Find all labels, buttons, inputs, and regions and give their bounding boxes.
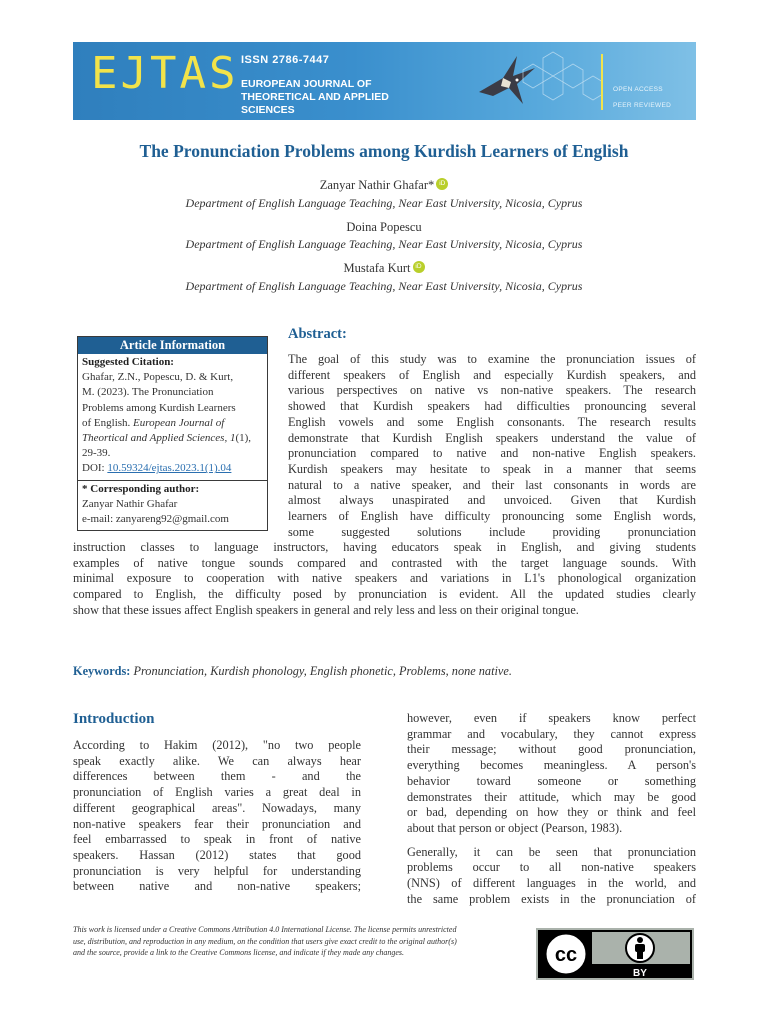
abstract-line: show that these issues affect English speakers in general and rely less and less on their original tongue. <box>73 602 579 617</box>
abstract-line: English vowels and some English consonants. The research results <box>288 414 696 429</box>
doi-link[interactable]: 10.59324/ejtas.2023.1(1).04 <box>107 462 232 475</box>
introduction-heading: Introduction <box>73 711 155 727</box>
abstract-full-width <box>73 540 696 619</box>
author-2 <box>0 220 768 235</box>
journal-name-line1: EUROPEAN JOURNAL OF <box>241 78 372 90</box>
abstract-line: learners of English have difficulty pronouncing some English words, <box>288 509 696 524</box>
license-line: use, distribution, and reproduction in any medium, on the condition that users give exact credit to the original author(s) <box>73 936 457 946</box>
intro-line: speak exactly alike. We can always hear <box>73 753 361 768</box>
intro-line: speakers. Hassan (2012) states that good <box>73 847 361 862</box>
orcid-icon[interactable]: iD <box>413 261 425 273</box>
author-2-name: Doina Popescu <box>346 220 422 234</box>
license-notice <box>73 924 528 959</box>
author-3-name: Mustafa Kurt <box>343 261 411 275</box>
intro-line: everything becomes meaningless. A person's <box>407 758 696 773</box>
by-text: BY <box>633 968 647 979</box>
citation-line: Ghafar, Z.N., Popescu, D. & Kurt, <box>82 371 234 384</box>
journal-name-line2: THEORETICAL AND APPLIED SCIENCES <box>241 91 389 116</box>
intro-line: pronunciation is very helpful for understanding <box>73 863 361 878</box>
abstract-line: some suggested solutions include providing pronunciation <box>288 524 696 539</box>
intro-right-column <box>407 711 696 907</box>
abstract-line: different speakers of English and especially Kurdish speakers, and <box>288 367 696 382</box>
citation-line: Problems among Kurdish Learners <box>82 401 236 414</box>
author-3 <box>0 261 768 276</box>
abstract-line: showed that Kurdish speakers had difficulties pronouncing several <box>288 399 696 414</box>
abstract-column <box>288 352 696 540</box>
intro-line: According to Hakim (2012), "no two people <box>73 738 361 752</box>
corresponding-label: * Corresponding author: <box>82 482 200 495</box>
intro-line: or bad, depending on how they or think and feel <box>407 805 696 820</box>
abstract-line: instruction classes to language instructors, having educators speak in English, and giving students <box>73 540 696 554</box>
author-3-affiliation: Department of English Language Teaching, Near East University, Nicosia, Cyprus <box>185 279 583 293</box>
article-info-box <box>77 336 268 531</box>
intro-line: their message; without good pronunciation, <box>407 742 696 757</box>
abstract-line: almost always unaspirated and unvoiced. Given that Kurdish <box>288 493 696 508</box>
intro-line: different geographical areas". Nowadays, many <box>73 800 361 815</box>
journal-banner <box>73 42 696 120</box>
journal-logo: EJTAS <box>91 48 239 99</box>
journal-name <box>241 78 431 117</box>
citation-line: M. (2023). The Pronunciation <box>82 386 214 399</box>
intro-line: between native and non-native speakers; <box>73 879 361 894</box>
corresponding-email: e-mail: zanyareng92@gmail.com <box>82 513 229 526</box>
corresponding-section <box>78 480 267 531</box>
abstract-line: minimal exposure to cooperation with native speakers and variations in L1's phonological organization <box>73 571 696 586</box>
abstract-line: natural to a native speaker, and their last consonants in words are <box>288 477 696 492</box>
intro-line: however, even if speakers know perfect <box>407 711 696 725</box>
intro-line: the same problem exists in the pronunciation of <box>407 891 696 906</box>
abstract-line: various perspectives on native vs non-native speakers. The research <box>288 383 696 398</box>
abstract-line: pronunciation compared to native and non-native English speakers. <box>288 446 696 461</box>
issn-label: ISSN 2786-7447 <box>241 54 330 66</box>
author-1-affiliation: Department of English Language Teaching, Near East University, Nicosia, Cyprus <box>185 196 583 210</box>
keywords-label: Keywords: <box>73 664 131 678</box>
molecule-pattern-icon <box>513 48 603 118</box>
intro-line: feel embarrassed to speak in front of native <box>73 832 361 847</box>
paper-title: The Pronunciation Problems among Kurdish Learners of English <box>139 141 629 161</box>
paragraph-gap <box>407 837 696 845</box>
abstract-line: demonstrate that Kurdish English speakers understand the value of <box>288 430 696 445</box>
citation-journal-cont: Theortical and Applied Sciences, 1 <box>82 432 236 445</box>
orcid-icon[interactable]: iD <box>436 178 448 190</box>
open-access-label: OPEN ACCESS <box>613 86 663 93</box>
citation-label: Suggested Citation: <box>82 356 174 368</box>
citation-issue: (1), <box>235 432 252 445</box>
banner-divider <box>601 54 603 110</box>
citation-journal: European Journal of <box>133 416 225 429</box>
abstract-line: The goal of this study was to examine the pronunciation issues of <box>288 352 696 366</box>
intro-line: problems occur to all non-native speakers <box>407 860 696 875</box>
keywords <box>73 664 512 679</box>
intro-line: (NNS) of different languages in the world, and <box>407 876 696 891</box>
peer-reviewed-label: PEER REVIEWED <box>613 102 672 109</box>
doi-label: DOI: <box>82 462 108 475</box>
citation-pages: 29-39. <box>82 447 111 460</box>
corresponding-name: Zanyar Nathir Ghafar <box>82 497 178 510</box>
citation-line: of English. <box>82 416 134 429</box>
cc-by-license-badge[interactable] <box>536 928 694 980</box>
license-line: This work is licensed under a Creative Commons Attribution 4.0 International License. The license permits unrestricted <box>73 925 457 934</box>
article-info-header: Article Information <box>78 337 267 354</box>
intro-line: non-native speakers fear their pronunciation and <box>73 816 361 831</box>
intro-line: Generally, it can be seen that pronunciation <box>407 844 696 859</box>
intro-line: grammar and vocabulary, they cannot express <box>407 726 696 741</box>
keywords-list: Pronunciation, Kurdish phonology, English phonetic, Problems, none native. <box>133 664 512 678</box>
abstract-line: compared to English, the difficulty posed by pronunciation is evident. All the updated studies clearly <box>73 587 696 602</box>
intro-line: demonstrates their attitude, which may be good <box>407 789 696 804</box>
cc-text: cc <box>554 944 578 966</box>
intro-line: about that person or object (Pearson, 1983). <box>407 820 623 835</box>
intro-line: behavior toward someone or something <box>407 773 696 788</box>
abstract-line: Kurdish speakers may hesitate to speak in a manner that seems <box>288 461 696 476</box>
author-1-name: Zanyar Nathir Ghafar* <box>319 178 435 192</box>
abstract-heading: Abstract: <box>288 326 347 342</box>
abstract-line: examples of native tongue sounds compared and contrasted with the target language sounds. With <box>73 555 696 570</box>
citation-section <box>78 354 267 480</box>
intro-line: pronunciation of English varies a great deal in <box>73 785 361 800</box>
license-line: and the source, provide a link to the Creative Commons license, and indicate if they made any changes. <box>73 948 405 957</box>
author-1 <box>0 178 768 193</box>
author-2-affiliation: Department of English Language Teaching, Near East University, Nicosia, Cyprus <box>185 237 583 251</box>
intro-line: differences between them - and the <box>73 769 361 784</box>
intro-left-column <box>73 738 361 895</box>
